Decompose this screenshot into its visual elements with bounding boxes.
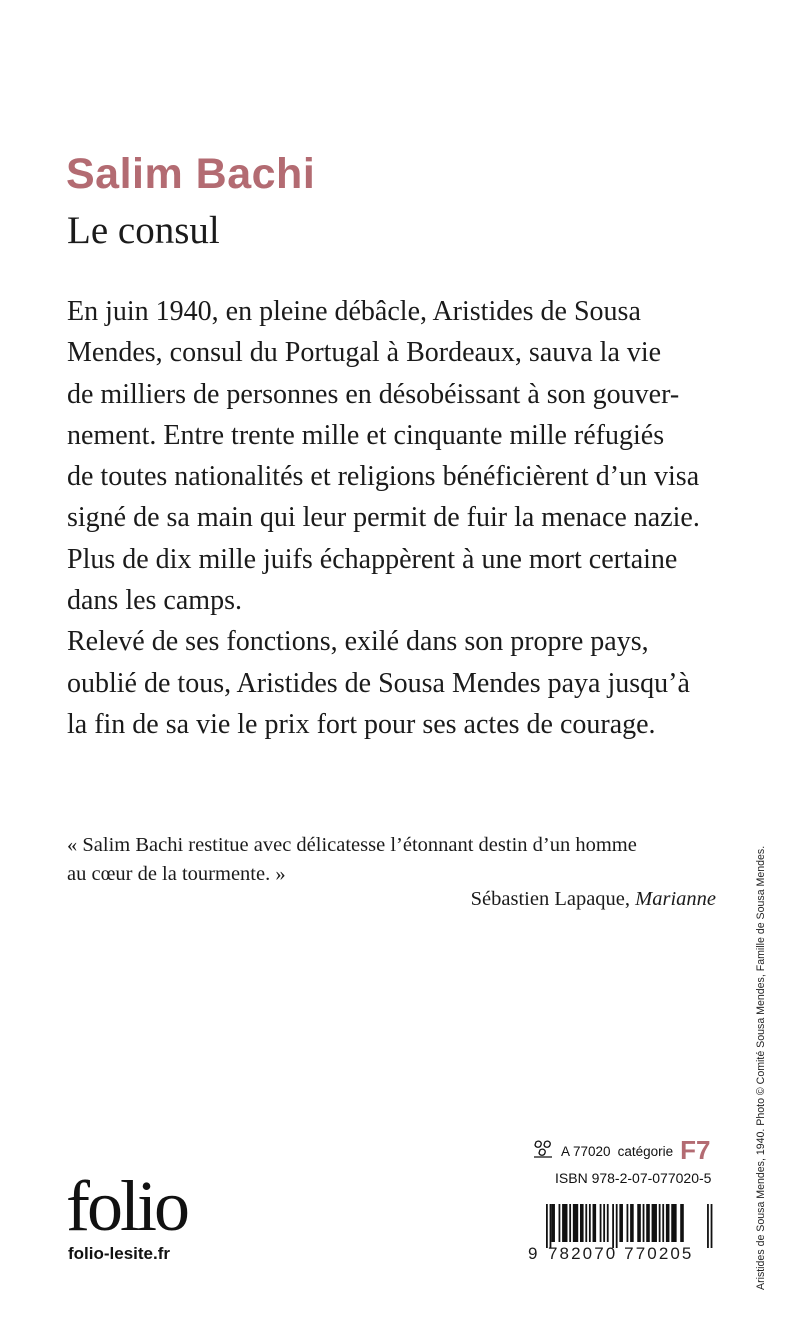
synopsis-line: Relevé de ses fonctions, exilé dans son propre pays, <box>67 626 649 658</box>
synopsis-line: de milliers de personnes en désobéissant à son gouver- <box>67 378 680 410</box>
synopsis-line: En juin 1940, en pleine débâcle, Aristides de Sousa <box>67 296 641 327</box>
photo-credit-text: Aristides de Sousa Mendes, 1940. Photo © Comité Sousa Mendes, Famille de Sousa Mendes. <box>755 845 767 1290</box>
book-title: Le consul <box>67 209 220 252</box>
synopsis-line: nement. Entre trente mille et cinquante mille réfugiés <box>67 419 665 451</box>
catalog-codes <box>532 1130 710 1164</box>
synopsis-line: de toutes nationalités et religions bénéficièrent d’un visa <box>67 461 700 493</box>
category-label: catégorie <box>617 1144 674 1159</box>
synopsis-line: signé de sa main qui leur permit de fuir la menace nazie. <box>67 502 700 534</box>
quote-line: au cœur de la tourmente. » <box>67 863 286 885</box>
quote-line: « Salim Bachi restitue avec délicatesse l’étonnant destin d’un homme <box>67 834 637 856</box>
synopsis-line: la fin de sa vie le prix fort pour ses actes de courage. <box>67 708 656 740</box>
photo-credit <box>754 846 768 1290</box>
barcode-lead-digit: 9 <box>528 1244 538 1263</box>
press-quote <box>67 831 727 889</box>
quote-attribution <box>471 888 716 911</box>
publisher-website[interactable]: folio-lesite.fr <box>68 1244 171 1263</box>
synopsis <box>67 291 727 745</box>
barcode-bars <box>546 1204 716 1248</box>
barcode-digits: 782070 770205 <box>548 1244 694 1263</box>
author-name: Salim Bachi <box>66 150 316 198</box>
folio-logo: folio <box>66 1166 187 1246</box>
synopsis-line: Plus de dix mille juifs échappèrent à une mort certaine <box>67 543 678 575</box>
category-code: F7 <box>680 1135 711 1165</box>
attribution-name: Sébastien Lapaque, <box>470 888 636 910</box>
barcode <box>528 1196 718 1270</box>
isbn-number: ISBN 978-2-07-077020-5 <box>555 1170 712 1186</box>
attribution-source: Marianne <box>635 888 716 910</box>
synopsis-line: Mendes, consul du Portugal à Bordeaux, sauva la vie <box>67 337 662 369</box>
folio-glyph-icon <box>532 1139 554 1164</box>
synopsis-line: dans les camps. <box>67 585 242 617</box>
synopsis-line: oublié de tous, Aristides de Sousa Mendes paya jusqu’à <box>67 667 690 699</box>
article-code: A 77020 <box>561 1144 611 1159</box>
